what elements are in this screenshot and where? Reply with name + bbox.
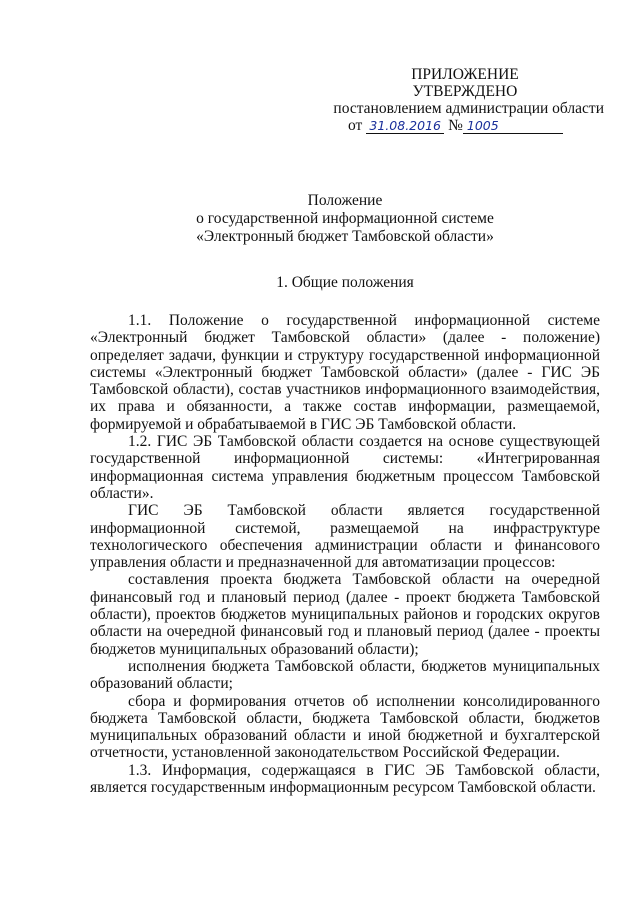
document-body — [90, 312, 600, 796]
handwritten-number: 1005 — [463, 119, 563, 134]
document-title — [90, 192, 600, 246]
section-heading: 1. Общие положения — [276, 274, 414, 291]
paragraph: составления проекта бюджета Тамбовской области на очередной финансовый год и плановый период (далее - проект бюджета Тамбовской области), проектов бюджетов муниципальных районов и городских округов области на очередной финансовый год и плановый период (далее - проекты бюджетов муниципальных образований области); — [90, 571, 600, 658]
paragraph: ГИС ЭБ Тамбовской области является государственной информационной системой, размещаемой на инфраструктуре технологического обеспечения администрации области и финансового управления области и предназначенной для автоматизации процессов: — [90, 502, 600, 572]
appendix-label: ПРИЛОЖЕНИЕ — [411, 66, 519, 83]
approval-block — [326, 66, 604, 134]
date-number-line — [326, 117, 604, 134]
date-prefix: от — [348, 117, 363, 134]
number-prefix: № — [448, 117, 463, 134]
paragraph: исполнения бюджета Тамбовской области, бюджетов муниципальных образований области; — [90, 657, 600, 693]
title-line-1: Положение — [307, 192, 383, 209]
title-line-2: о государственной информационной системе — [196, 210, 494, 227]
paragraph: 1.2. ГИС ЭБ Тамбовской области создается на основе существующей государственной информационной системы: «Интегрированная информационная система управления бюджетным процессом Тамбовской области». — [90, 433, 600, 502]
resolution-line: постановлением администрации области — [333, 100, 604, 117]
handwritten-date: 31.08.2016 — [366, 119, 444, 134]
title-line-3: «Электронный бюджет Тамбовской области» — [196, 228, 494, 245]
approved-label: УТВЕРЖДЕНО — [412, 83, 518, 100]
paragraph: 1.1. Положение о государственной информационной системе «Электронный бюджет Тамбовской области» (далее - положение) определяет задачи, функции и структуру государственной информационной системы «Электронный бюджет Тамбовской области» (далее - ГИС ЭБ Тамбовской области), состав участников информационного взаимодействия, их права и обязанности, а также состав информации, размещаемой, формируемой и обрабатываемой в ГИС ЭБ Тамбовской области. — [90, 312, 600, 433]
paragraph: сбора и формирования отчетов об исполнении консолидированного бюджета Тамбовской области, бюджета Тамбовской области, бюджетов муниципальных образований области и иной бюджетной и бухгалтерской отчетности, установленной законодательством Российской Федерации. — [90, 692, 600, 762]
paragraph: 1.3. Информация, содержащаяся в ГИС ЭБ Тамбовской области, является государственным информационным ресурсом Тамбовской области. — [90, 761, 600, 797]
